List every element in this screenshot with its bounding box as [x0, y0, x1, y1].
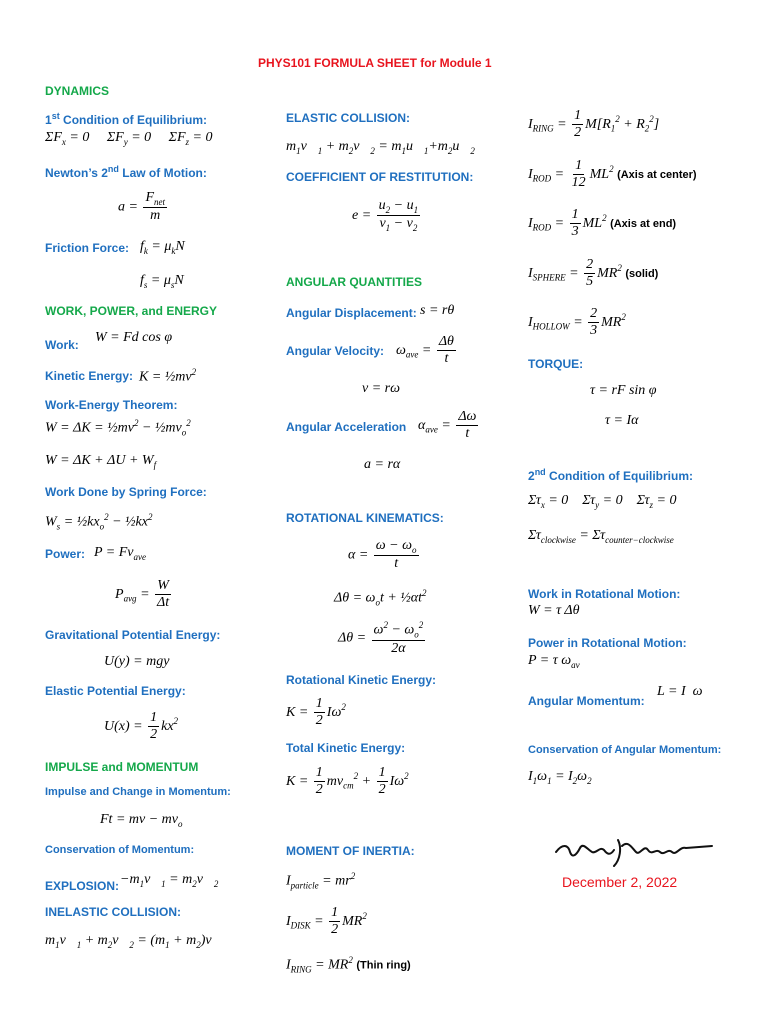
- eq-inelastic: $m_1v⃗_1$ + $m_2v⃗_2 = (m_1$ + $m_2)v⃗$: [45, 933, 223, 950]
- eq-spring-work: $W_s$ = $\frac{1}{2}kx_o^2$ − $\frac{1}{2}kx^2$: [45, 512, 153, 532]
- handwritten-signature: [552, 830, 722, 870]
- eq-inertia-ring-annulus: $I_{RING}$ = $\frac{1}{2}$ $M[R_1^2 + R_2^2]$: [528, 108, 660, 141]
- label-kinetic-energy: Kinetic Energy:: [45, 369, 134, 383]
- eq-torque-1: τ = rF sin φ: [590, 383, 657, 398]
- label-conservation-angular-momentum: Conservation of Angular Momentum:: [528, 744, 722, 756]
- label-moment-of-inertia: MOMENT OF INERTIA:: [286, 844, 415, 858]
- label-power-rotational: Power in Rotational Motion:: [528, 636, 687, 650]
- eq-work-energy-2: $W = \Delta K + \Delta U + W_f$: [45, 453, 157, 470]
- label-explosion: EXPLOSION:: [45, 879, 120, 893]
- eq-angular-acceleration: $\alpha_{ave}$ = $\frac{\Delta\omega}{t}$: [418, 409, 477, 442]
- label-angular-velocity: Angular Velocity:: [286, 344, 385, 358]
- label-gravitational-pe: Gravitational Potential Energy:: [45, 628, 221, 642]
- eq-kinetic-energy: $K = \frac{1}{2}mv^2$: [139, 367, 197, 385]
- label-rotational-kinematics: ROTATIONAL KINEMATICS:: [286, 511, 444, 525]
- eq-rotkin-3: Δθ = $\frac{\omega^2 - \omega_o^2}{2\alpha}$: [338, 620, 424, 656]
- eq-newton: a = $\frac{F_{net}}{m}$: [118, 190, 166, 224]
- label-elastic-collision: ELASTIC COLLISION:: [286, 111, 410, 125]
- label-angular-displacement: Angular Displacement:: [286, 306, 417, 320]
- label-elastic-pe: Elastic Potential Energy:: [45, 684, 186, 698]
- section-work-power-energy: WORK, POWER, and ENERGY: [45, 304, 218, 318]
- eq-rotational-ke: K = $\frac{1}{2}$ $I\omega^2$: [286, 696, 346, 729]
- eq-inertia-thin-ring: $I_{RING} = MR^2$ (Thin ring): [286, 955, 411, 975]
- eq-angular-momentum: L = I ω: [657, 684, 703, 699]
- eq-friction-static: $f_s = \mu_sN$: [140, 273, 184, 290]
- eq-linear-velocity: v = rω: [362, 381, 400, 396]
- label-work-rotational: Work in Rotational Motion:: [528, 587, 681, 601]
- eq-torque-balance: $\Sigma\tau_{clockwise} = \Sigma\tau_{counter-clockwise}$: [528, 528, 674, 545]
- eq-inertia-disk: $I_{DISK}$ = $\frac{1}{2}$ $MR^2$: [286, 905, 367, 938]
- eq-total-ke: K = $\frac{1}{2}$ $mv_{cm}^2$ + $\frac{1}{2}$ $I\omega^2$: [286, 765, 409, 798]
- label-second-condition: 2nd Condition of Equilibrium:: [528, 467, 693, 483]
- label-rotational-ke: Rotational Kinetic Energy:: [286, 673, 437, 687]
- eq-work-energy-1: $W = \Delta K = \frac{1}{2}mv^2$ − $\frac{1}{2}mv_o^2$: [45, 418, 191, 438]
- label-work: Work:: [45, 338, 79, 352]
- eq-work-rotational: W = τ Δθ: [528, 603, 580, 618]
- eq-elastic-pe: U(x) = $\frac{1}{2}$ $kx^2$: [104, 710, 179, 743]
- section-impulse-momentum: IMPULSE and MOMENTUM: [45, 760, 199, 774]
- label-power: Power:: [45, 547, 86, 561]
- label-angular-momentum: Angular Momentum:: [528, 694, 645, 708]
- label-inelastic-collision: INELASTIC COLLISION:: [45, 905, 181, 919]
- section-dynamics: DYNAMICS: [45, 84, 110, 98]
- eq-elastic-collision: $m_1v⃗_1$ + $m_2v⃗_2$ = $m_1u⃗_1+m_2u⃗_2$: [286, 139, 475, 156]
- signature-date: December 2, 2022: [562, 874, 678, 890]
- eq-torque-2: τ = Iα: [605, 413, 639, 428]
- eq-impulse: Ft = mv − $mv_o$: [100, 812, 183, 829]
- label-impulse: Impulse and Change in Momentum:: [45, 786, 231, 798]
- eq-inertia-sphere: $I_{SPHERE}$ = $\frac{2}{5}$ $MR^2$ (solid): [528, 257, 659, 290]
- eq-conservation-angular-momentum: $I_1\omega_1 = I_2\omega_2$: [528, 769, 592, 786]
- eq-explosion: $-m_1v⃗_1$ = $m_2v⃗_2$: [120, 872, 219, 889]
- label-total-ke: Total Kinetic Energy:: [286, 741, 406, 755]
- label-torque: TORQUE:: [528, 357, 584, 371]
- eq-second-condition: $\Sigma\tau_x = 0$ $\Sigma\tau_y = 0$ $\Sigma\tau_z = 0$: [528, 493, 677, 510]
- eq-inertia-particle: $I_{particle} = mr^2$: [286, 871, 356, 891]
- label-angular-acceleration: Angular Acceleration: [286, 420, 407, 434]
- label-work-energy-theorem: Work-Energy Theorem:: [45, 398, 178, 412]
- eq-gravitational-pe: U(y) = mgy: [104, 654, 170, 669]
- eq-rotkin-2: $\Delta\theta = \omega_ot$ + $\frac{1}{2}\alpha t^2$: [334, 588, 427, 608]
- eq-angular-displacement: s = rθ: [420, 303, 455, 318]
- eq-linear-acceleration: a = rα: [364, 457, 401, 472]
- eq-first-condition: $\Sigma F_x = 0$ $\Sigma F_y = 0$ $\Sigma F_z = 0$: [45, 130, 213, 147]
- eq-power-avg: $P_{avg}$ = $\frac{W}{\Delta t}$: [115, 578, 170, 611]
- eq-angular-velocity: $\omega_{ave}$ = $\frac{\Delta\theta}{t}$: [396, 334, 454, 367]
- eq-friction-kinetic: $f_k = \mu_kN$: [140, 239, 185, 256]
- label-first-condition: 1st Condition of Equilibrium:: [45, 111, 208, 127]
- label-friction: Friction Force:: [45, 241, 130, 255]
- page-title: PHYS101 FORMULA SHEET for Module 1: [258, 56, 492, 70]
- label-spring-work: Work Done by Spring Force:: [45, 485, 207, 499]
- label-conservation-momentum: Conservation of Momentum:: [45, 844, 195, 856]
- label-newton-second-law: Newton’s 2nd Law of Motion:: [45, 164, 207, 180]
- eq-power-rotational: P = τ $\omega_{av}$: [528, 653, 580, 670]
- eq-work: W = Fd cos φ: [95, 330, 173, 345]
- eq-power: $P = Fv_{ave}$: [94, 545, 147, 562]
- eq-restitution: e = $\frac{u_2 - u_1}{v_1 - v_2}$: [352, 198, 419, 233]
- eq-rotkin-1: α = $\frac{\omega - \omega_o}{t}$: [348, 538, 417, 572]
- section-angular-quantities: ANGULAR QUANTITIES: [286, 275, 422, 289]
- eq-inertia-rod-end: $I_{ROD}$ = $\frac{1}{3}$ $ML^2$ (Axis at end): [528, 207, 677, 240]
- eq-inertia-rod-center: $I_{ROD}$ = $\frac{1}{12}$ $ML^2$ (Axis at center): [528, 158, 697, 191]
- eq-inertia-hollow: $I_{HOLLOW}$ = $\frac{2}{3}$ $MR^2$: [528, 306, 626, 339]
- label-restitution: COEFFICIENT OF RESTITUTION:: [286, 170, 474, 184]
